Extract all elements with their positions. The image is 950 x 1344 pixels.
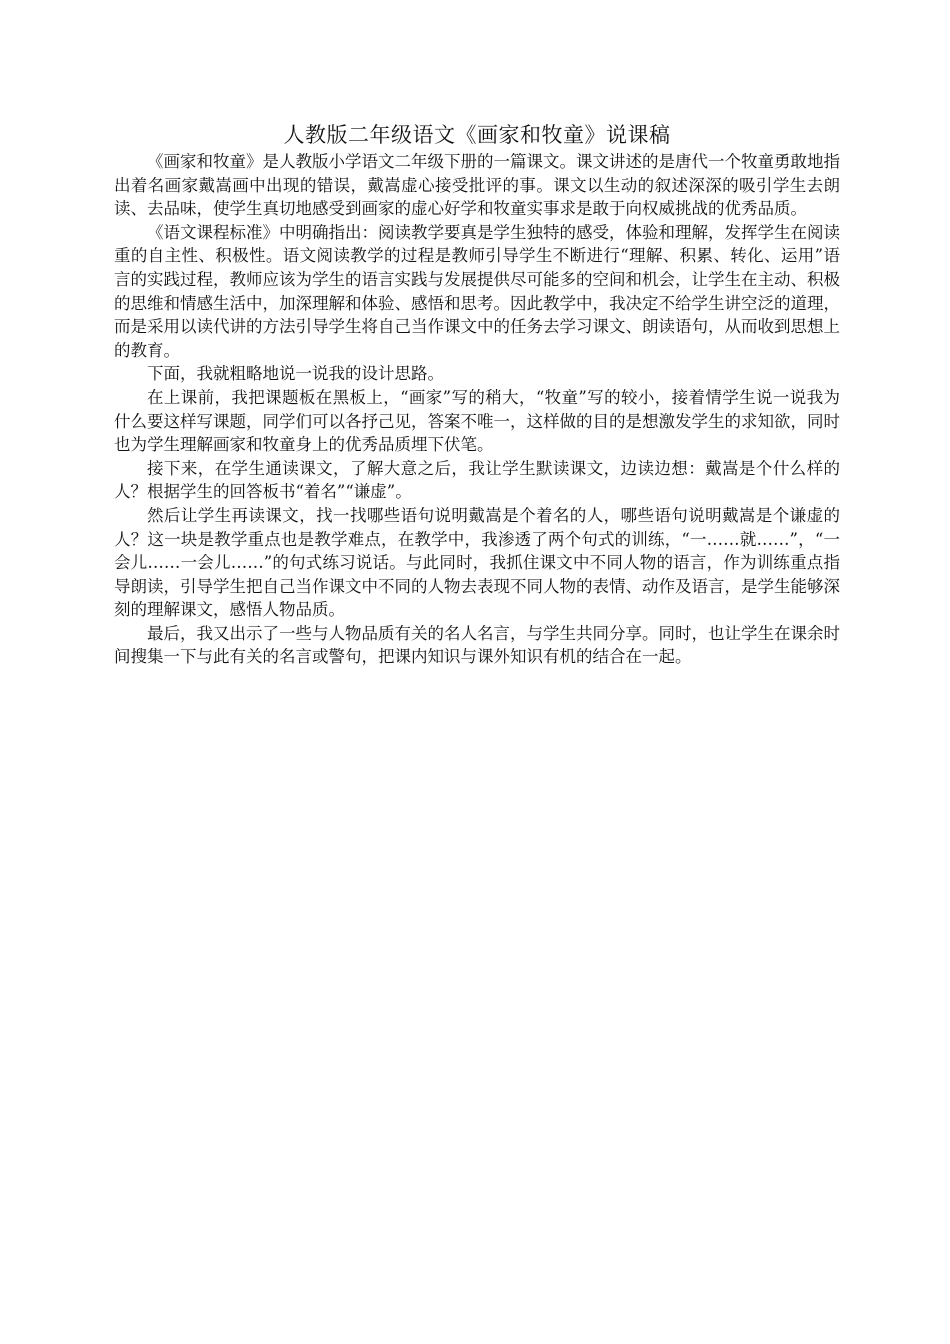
paragraph-reread: 然后让学生再读课文，找一找哪些语句说明戴嵩是个着名的人，哪些语句说明戴嵩是个谦虚的人？这一块是教学重点也是教学难点，在教学中，我渗透了两个句式的训练，“一……就……”，“一会儿……一会儿……”的句式练习说话。与此同时，我抓住课文中不同人物的语言，作为训练重点指导朗读，引导学生把自己当作课文中不同的人物去表现不同人物的表情、动作及语言，是学生能够深刻的理解课文，感悟人物品质。 <box>114 505 840 620</box>
paragraph-next-step: 接下来，在学生通读课文，了解大意之后，我让学生默读课文，边读边想：戴嵩是个什么样的人？根据学生的回答板书“着名”“谦虚”。 <box>114 458 840 502</box>
paragraph-before-class: 在上课前，我把课题板在黑板上，“画家”写的稍大，“牧童”写的较小，接着情学生说一说我为什么要这样写课题，同学们可以各抒己见，答案不唯一，这样做的目的是想激发学生的求知欲，同时也为学生理解画家和牧童身上的优秀品质埋下伏笔。 <box>114 387 840 455</box>
document-title: 人教版二年级语文《画家和牧童》说课稿 <box>283 123 671 147</box>
paragraph-design-intro: 下面，我就粗略地说一说我的设计思路。 <box>147 364 444 384</box>
paragraph-intro: 《画家和牧童》是人教版小学语文二年级下册的一篇课文。课文讲述的是唐代一个牧童勇敢地指出着名画家戴嵩画中出现的错误，戴嵩虚心接受批评的事。课文以生动的叙述深深的吸引学生去朗读、去品味，使学生真切地感受到画家的虚心好学和牧童实事求是敢于向权威挑战的优秀品质。 <box>114 152 840 219</box>
paragraph-curriculum-standard: 《语文课程标准》中明确指出：阅读教学要真是学生独特的感受，体验和理解，发挥学生在阅读重的自主性、积极性。语文阅读教学的过程是教师引导学生不断进行“理解、积累、转化、运用”语言的实践过程，教师应该为学生的语言实践与发展提供尽可能多的空间和机会，让学生在主动、积极的思维和情感生活中，加深理解和体验、感悟和思考。因此教学中，我决定不给学生讲空泛的道理，而是采用以读代讲的方法引导学生将自己当作课文中的任务去学习课文、朗读语句，从而收到思想上的教育。 <box>114 222 840 360</box>
paragraph-conclusion: 最后，我又出示了一些与人物品质有关的名人名言，与学生共同分享。同时，也让学生在课余时间搜集一下与此有关的名言或警句，把课内知识与课外知识有机的结合在一起。 <box>114 623 840 667</box>
document-body <box>114 120 840 669</box>
